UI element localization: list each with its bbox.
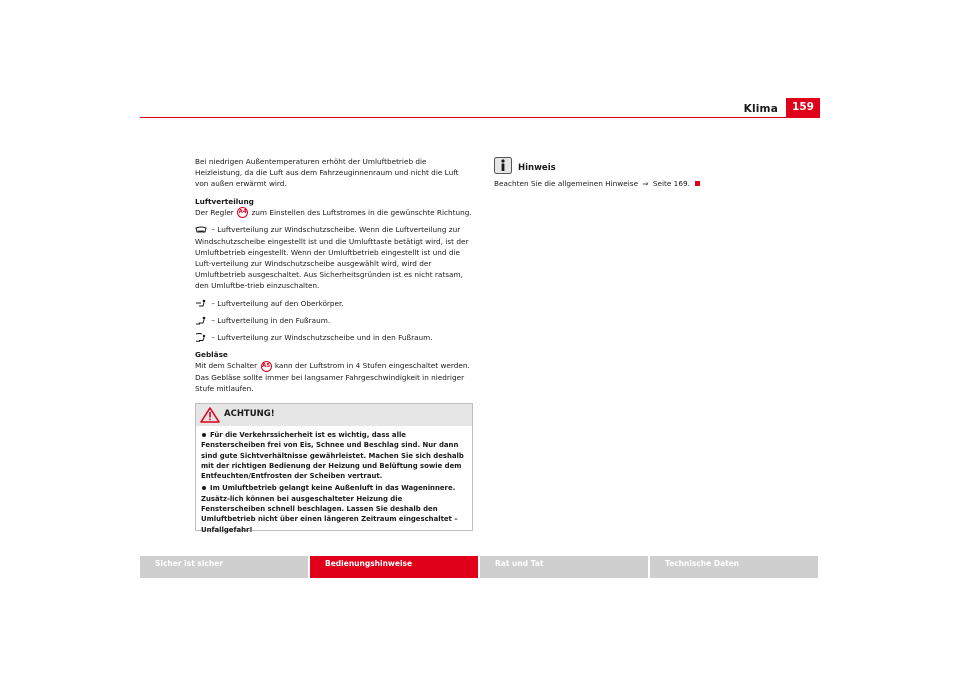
beides-item: – Luftverteilung zur Windschutzscheibe und in den Fußraum.: [195, 332, 473, 343]
left-column: [195, 156, 473, 394]
section-end-marker-icon: [695, 181, 700, 186]
warning-header: [196, 404, 472, 426]
luftverteilung-paragraph: Der Regler A4 zum Einstellen des Luftstromes in die gewünschte Richtung.: [195, 207, 472, 217]
page-header-title: Klima: [743, 103, 778, 115]
page-reference-link[interactable]: Seite 169.: [652, 179, 690, 188]
intro-paragraph: Bei niedrigen Außentemperaturen erhöht der Umluftbetrieb die Heizleistung, da die Luft aus dem Fahrzeuginnenraum und nicht die Luft von außen erwärmt wird.: [195, 157, 459, 189]
warning-body: [196, 426, 472, 535]
note-text: Beachten Sie die allgemeinen Hinweise ⇒ Seite 169.: [494, 178, 794, 189]
warning-triangle-icon: [200, 407, 220, 423]
warning-item: Im Umluftbetrieb gelangt keine Außenluft in das Wageninnere. Zusätz-lich können bei ausgeschalteter Heizung die Fensterscheiben schnell beschlagen. Lassen Sie deshalb den Umluftbetrieb nicht über einen längeren Zeitraum eingeschaltet – Unfallgefahr!: [201, 484, 458, 534]
callout-a5-icon: A5: [261, 361, 272, 372]
geblaese-heading: Gebläse: [195, 350, 228, 360]
oberkoerper-item: – Luftverteilung auf den Oberkörper.: [195, 298, 473, 309]
footer-navigation: [140, 556, 820, 578]
windshield-icon: [195, 226, 207, 235]
right-column: [494, 156, 794, 189]
warning-box: [195, 403, 473, 534]
geblaese-paragraph: Mit dem Schalter A5 kann der Luftstrom in 4 Stufen eingeschaltet werden. Das Gebläse sollte immer bei langsamer Fahrgeschwindigkeit in niedriger Stufe mitlaufen.: [195, 361, 470, 394]
luftverteilung-heading: Luftverteilung: [195, 196, 254, 206]
footer-tab-sicher-ist-sicher[interactable]: Sicher ist sicher: [140, 556, 308, 578]
windschutz-item: – Luftverteilung zur Windschutzscheibe. Wenn die Luftverteilung zur Windschutzscheibe eingestellt ist und die Umlufttaste betätigt wird, ist der Umluftbetrieb eingestellt. Wenn der Umluftbetrieb eingestellt ist und die Luft-verteilung zur Windschutzscheibe ausgewählt wird, wird der Umluftbetrieb ausgeschaltet. Aus Sicherheitsgründen ist es nicht ratsam, den Umluftbe-trieb einzuschalten.: [195, 225, 469, 291]
footer-tab-rat-und-tat[interactable]: Rat und Tat: [480, 556, 648, 578]
note-info-icon: [494, 157, 512, 174]
page-number: 159: [786, 98, 820, 117]
airflow-upper-body-icon: [195, 299, 207, 308]
note-title: Hinweis: [518, 163, 556, 173]
warning-title: ACHTUNG!: [224, 409, 275, 419]
bullet-icon: [202, 486, 206, 490]
bullet-icon: [202, 433, 206, 437]
callout-a4-icon: A4: [237, 207, 248, 218]
footer-tab-technische-daten[interactable]: Technische Daten: [650, 556, 818, 578]
footer-tab-bedienungshinweise[interactable]: Bedienungshinweise: [310, 556, 478, 578]
airflow-footwell-icon: [195, 316, 207, 325]
note-header: [494, 156, 794, 178]
cross-reference-arrow: ⇒: [642, 179, 649, 188]
header-rule: [140, 117, 820, 118]
airflow-windshield-footwell-icon: [195, 333, 207, 342]
fussraum-item: – Luftverteilung in den Fußraum.: [195, 315, 473, 326]
warning-item: Für die Verkehrssicherheit ist es wichtig, dass alle Fensterscheiben frei von Eis, Schnee und Beschlag sind. Nur dann sind gute Sichtverhältnisse gewährleistet. Machen Sie sich deshalb mit der richtigen Bedienung der Heizung und Belüftung sowie dem Entfeuchten/Entfrosten der Scheiben vertraut.: [201, 431, 464, 481]
